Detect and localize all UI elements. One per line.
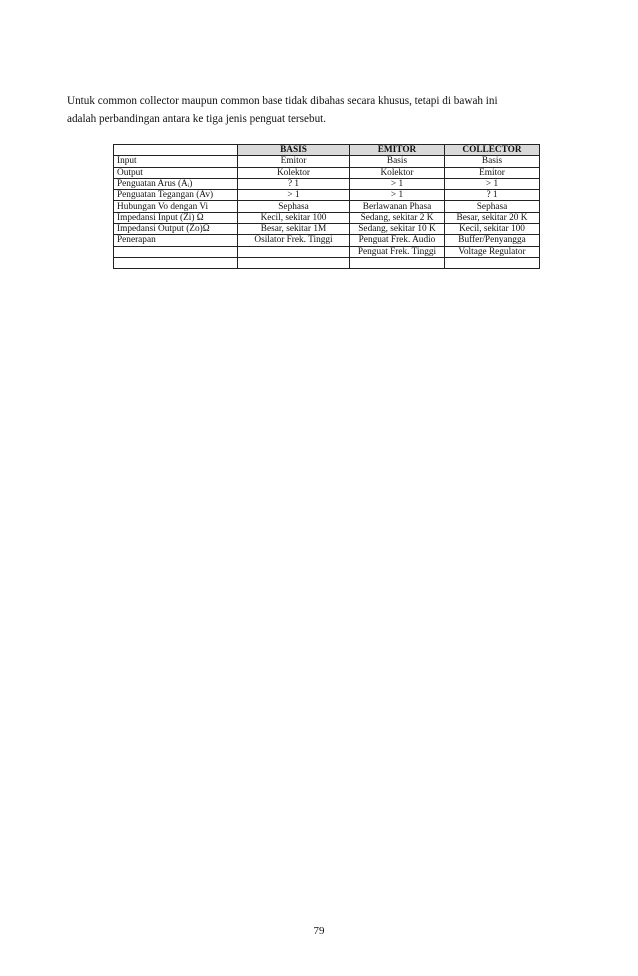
table-cell: Basis [445,156,540,167]
table-cell: Kecil, sekitar 100 [238,212,350,223]
row-label: Impedansi Output (Zo)Ω [114,224,238,235]
header-cell-empty [114,145,238,156]
table-cell [238,257,350,268]
table-row [114,167,540,178]
table-cell: Kecil, sekitar 100 [445,224,540,235]
header-cell-basis: BASIS [238,145,350,156]
table-header-row [114,145,540,156]
table-row [114,201,540,212]
table-row [114,235,540,246]
table-cell [238,246,350,257]
table-cell: Sephasa [445,201,540,212]
comparison-table [113,144,540,269]
table-cell: ? 1 [238,178,350,189]
row-label: Penerapan [114,235,238,246]
table-cell: Sedang, sekitar 10 K [350,224,445,235]
page-number: 79 [313,925,325,937]
intro-line-2: adalah perbandingan antara ke tiga jenis penguat tersebut. [67,113,327,125]
table-cell [350,257,445,268]
row-label: Output [114,167,238,178]
table-cell: Voltage Regulator [445,246,540,257]
header-cell-collector: COLLECTOR [445,145,540,156]
table-cell: Kolektor [350,167,445,178]
row-label: Impedansi Input (Zi) Ω [114,212,238,223]
table-cell: Penguat Frek. Tinggi [350,246,445,257]
table-cell: > 1 [350,190,445,201]
table-cell: Besar, sekitar 20 K [445,212,540,223]
table-cell: > 1 [445,178,540,189]
row-label: Hubungan Vo dengan Vi [114,201,238,212]
header-cell-emitor: EMITOR [350,145,445,156]
table-cell: Basis [350,156,445,167]
table-cell: Berlawanan Phasa [350,201,445,212]
table-cell: > 1 [350,178,445,189]
table-cell: Osilator Frek. Tinggi [238,235,350,246]
row-label [114,257,238,268]
row-label: Input [114,156,238,167]
table-cell: Buffer/Penyangga [445,235,540,246]
table-row [114,178,540,189]
table-cell [445,257,540,268]
row-label [114,246,238,257]
table-cell: Sedang, sekitar 2 K [350,212,445,223]
intro-paragraph [67,92,572,128]
table-row [114,224,540,235]
table-cell: ? 1 [445,190,540,201]
table-cell: > 1 [238,190,350,201]
row-label: Penguatan Tegangan (Av) [114,190,238,201]
table-row [114,156,540,167]
table-cell: Penguat Frek. Audio [350,235,445,246]
table-cell: Emitor [445,167,540,178]
table-row [114,190,540,201]
table-row [114,257,540,268]
table-cell: Emitor [238,156,350,167]
row-label: Penguatan Arus (Aᵢ) [114,178,238,189]
table-cell: Kolektor [238,167,350,178]
intro-line-1: Untuk common collector maupun common base tidak dibahas secara khusus, tetapi di bawah ini [67,95,498,107]
table-row [114,246,540,257]
table-cell: Sephasa [238,201,350,212]
table-row [114,212,540,223]
table-cell: Besar, sekitar 1M [238,224,350,235]
